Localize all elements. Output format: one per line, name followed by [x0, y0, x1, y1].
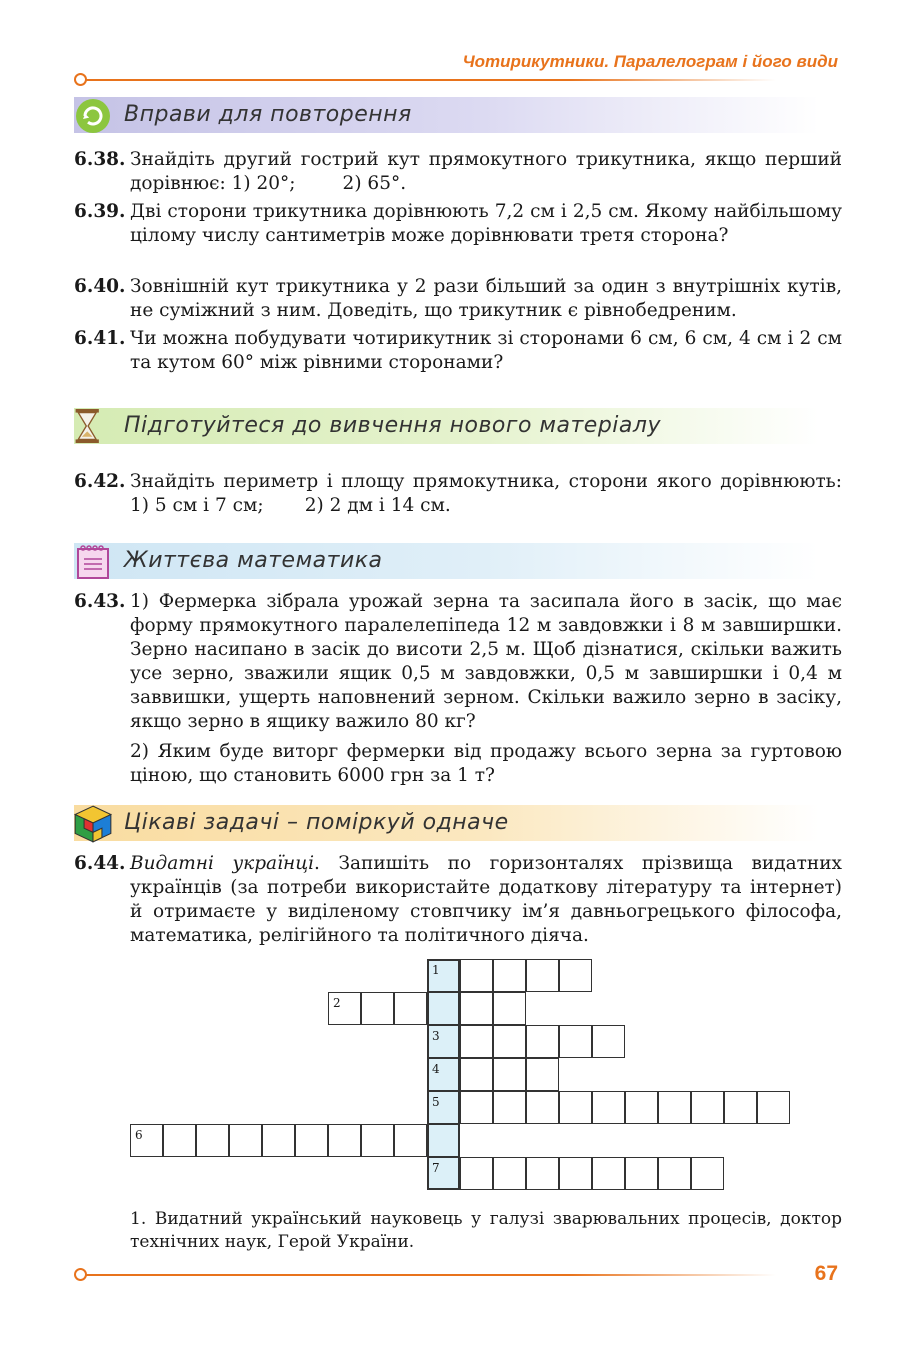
problem-6-43-part-2: 2) Яким буде виторг фермерки від продажу всього зерна за гуртовою ціною, що становить 6000 грн за 1 т? — [130, 741, 842, 786]
crossword-cell — [691, 1157, 724, 1190]
crossword-cell — [592, 1091, 625, 1124]
crossword-cell — [493, 959, 526, 992]
crossword-cell — [559, 1091, 592, 1124]
crossword-cell — [427, 1058, 460, 1091]
crossword-cell — [196, 1124, 229, 1157]
crossword-row-number: 2 — [333, 996, 341, 1010]
crossword-cell — [427, 1124, 460, 1157]
crossword-row-number: 5 — [432, 1095, 440, 1109]
crossword-cell — [559, 1025, 592, 1058]
crossword-cell — [625, 1091, 658, 1124]
hourglass-icon — [72, 402, 106, 450]
footer-rule — [86, 1274, 776, 1276]
crossword-cell — [592, 1157, 625, 1190]
crossword-cell — [163, 1124, 196, 1157]
crossword-cell — [460, 1091, 493, 1124]
crossword-cell — [526, 1091, 559, 1124]
crossword-cell — [130, 1124, 163, 1157]
page-number: 67 — [814, 1262, 838, 1285]
crossword-cell — [460, 959, 493, 992]
crossword-cell — [427, 992, 460, 1025]
crossword-cell — [526, 1058, 559, 1091]
crossword-cell — [328, 1124, 361, 1157]
crossword-clue-1: 1. Видатний український науковець у галузі зварювальних процесів, доктор технічних наук, Герой України. — [130, 1209, 842, 1252]
problem-6-43: 6.43. 1) Фермерка зібрала урожай зерна та засипала його в засік, що має форму прямокутного паралелепіпеда 12 м завдовжки і 8 м завширшки. Зерно насипано в засік до висоти 2,5 м. Щоб дізнатися, скільки важить усе зерно, зважили ящик 0,5 м завдовжки, 0,5 м завширшки і 0,4 м заввишки, ущерть наповнений зерном. Скільки важило зерно в засіку, якщо зерно в ящику важило 80 кг? 2) Яким буде виторг фермерки від продажу всього зерна за гуртовою ціною, що становить 6000 грн за 1 т? — [74, 591, 842, 786]
crossword-row-number: 4 — [432, 1062, 440, 1076]
crossword-row-number: 1 — [432, 963, 440, 977]
problem-6-40: 6.40. Зовнішній кут трикутника у 2 рази більший за один з внутрішніх кутів, не суміжний з ним. Доведіть, що трикутник є рівнобедреним. — [74, 276, 842, 321]
crossword-cell — [295, 1124, 328, 1157]
header-rule — [86, 79, 776, 81]
section-band-life — [74, 543, 819, 579]
crossword-cell — [394, 992, 427, 1025]
crossword-cell — [559, 959, 592, 992]
crossword-cell — [427, 1025, 460, 1058]
crossword-cell — [394, 1124, 427, 1157]
crossword-cell — [625, 1157, 658, 1190]
section-title-prepare: Підготуйтеся до вивчення нового матеріалу — [124, 413, 661, 438]
crossword-cell — [361, 992, 394, 1025]
problem-6-42: 6.42. Знайдіть периметр і площу прямокутника, сторони якого дорівнюють: 1) 5 см і 7 см; 2) 2 дм і 14 см. — [74, 471, 848, 516]
crossword-cell — [427, 1091, 460, 1124]
section-title-review: Вправи для повторення — [124, 102, 412, 127]
section-band-review — [74, 97, 819, 133]
problem-6-44: 6.44. Видатні українці. Запишіть по горизонталях прізвища видатних українців (за потреби використайте додаткову літературу та інтернет) й отримаєте у виділеному стовпчику ім’я давньогрецького філософа, математика, релігійного та політичного діяча. — [74, 853, 842, 946]
crossword-cell — [757, 1091, 790, 1124]
crossword-row-number: 7 — [432, 1161, 440, 1175]
crossword-cell — [460, 1025, 493, 1058]
crossword-cell — [658, 1091, 691, 1124]
section-band-puzzles — [74, 805, 819, 841]
crossword-cell — [427, 1157, 460, 1190]
crossword-cell — [262, 1124, 295, 1157]
crossword-cell — [691, 1091, 724, 1124]
crossword-cell — [724, 1091, 757, 1124]
problem-6-39: 6.39. Дві сторони трикутника дорівнюють 7,2 см і 2,5 см. Якому найбільшому цілому числу сантиметрів може дорівнювати третя сторона? — [74, 201, 842, 246]
crossword-cell — [460, 992, 493, 1025]
section-title-puzzles: Цікаві задачі – поміркуй одначе — [124, 810, 509, 835]
section-band-prepare — [74, 408, 819, 444]
cube-icon — [72, 803, 114, 845]
problem-6-44-text: . Запишіть по горизонталях прізвища видатних українців (за потреби використайте додаткову літературу та інтернет) й отримаєте у виділеному стовпчику ім’я давньогрецького філософа, математика, релігійного та політичного діяча. — [130, 853, 842, 946]
crossword-row-number: 6 — [135, 1128, 143, 1142]
running-head: Чотирикутники. Паралелограм і його види — [462, 52, 838, 71]
crossword-cell — [460, 1157, 493, 1190]
crossword-cell — [559, 1157, 592, 1190]
section-title-life: Життєва математика — [124, 548, 383, 573]
crossword-cell — [493, 1157, 526, 1190]
crossword-cell — [460, 1058, 493, 1091]
problem-6-38: 6.38. Знайдіть другий гострий кут прямокутного трикутника, якщо перший дорівнює: 1) 20°; 2) 65°. — [74, 149, 848, 194]
crossword-cell — [328, 992, 361, 1025]
crossword-row-number: 3 — [432, 1029, 440, 1043]
notepad-icon — [74, 543, 112, 581]
problem-6-41: 6.41. Чи можна побудувати чотирикутник зі сторонами 6 см, 6 см, 4 см і 2 см та кутом 60° між рівними сторонами? — [74, 328, 842, 373]
crossword-cell — [526, 1025, 559, 1058]
crossword-cell — [493, 1058, 526, 1091]
crossword-cell — [493, 1091, 526, 1124]
crossword-cell — [493, 992, 526, 1025]
refresh-icon — [74, 97, 112, 135]
crossword-cell — [658, 1157, 691, 1190]
crossword-cell — [229, 1124, 262, 1157]
crossword-cell — [427, 959, 460, 992]
crossword-cell — [361, 1124, 394, 1157]
crossword-cell — [526, 959, 559, 992]
crossword-cell — [493, 1025, 526, 1058]
crossword-cell — [592, 1025, 625, 1058]
crossword-cell — [526, 1157, 559, 1190]
problem-6-44-title: Видатні українці — [130, 853, 315, 874]
